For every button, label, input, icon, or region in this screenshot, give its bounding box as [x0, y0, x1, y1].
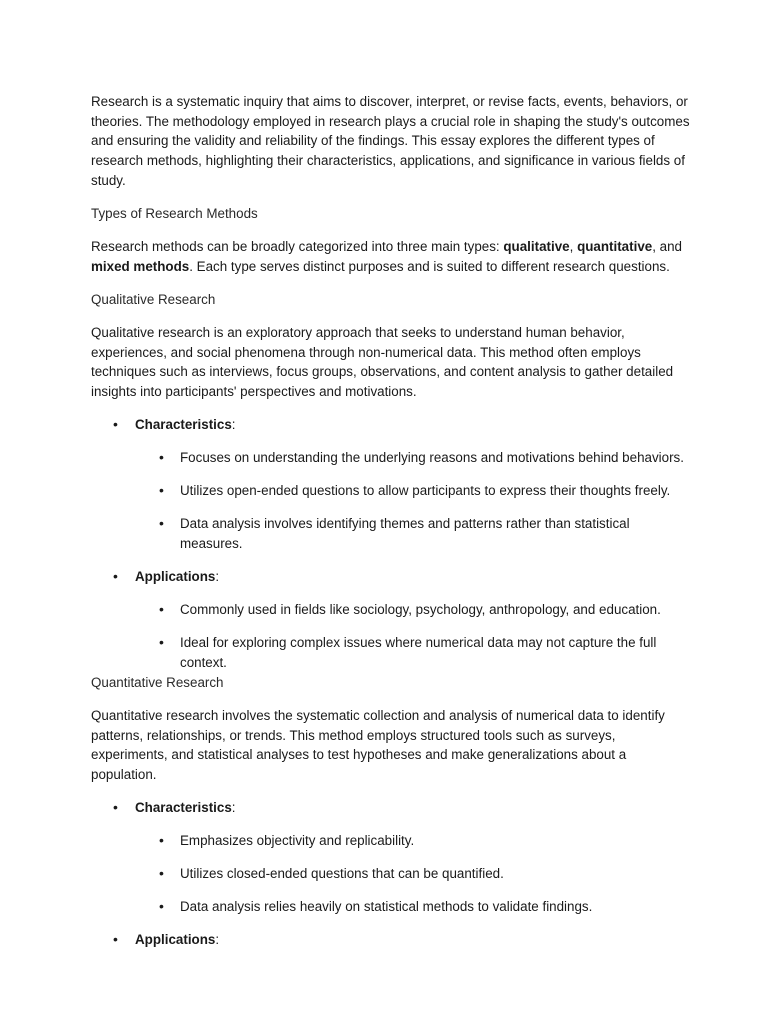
list-item: • Emphasizes objectivity and replicability.	[135, 831, 691, 851]
colon: :	[215, 932, 220, 948]
list-item	[91, 798, 691, 917]
list-item: • Data analysis relies heavily on statistical methods to validate findings.	[135, 897, 691, 917]
document-page	[91, 92, 691, 964]
qualitative-characteristics-list	[135, 448, 691, 554]
list-item	[91, 415, 691, 554]
list-item: • Ideal for exploring complex issues where numerical data may not capture the full context.	[135, 633, 691, 672]
types-text-after: . Each type serves distinct purposes and is suited to different research questions.	[189, 258, 670, 274]
list-item: • Utilizes closed-ended questions that can be quantified.	[135, 864, 691, 884]
qualitative-paragraph: Qualitative research is an exploratory approach that seeks to understand human behavior, experiences, and social phenomena through non-numerical data. This method often employs techniques such as interviews, focus groups, observations, and content analysis to gather detailed insights into participants' perspectives and motivations.	[91, 324, 674, 399]
colon: :	[215, 569, 220, 585]
quantitative-paragraph: Quantitative research involves the systematic collection and analysis of numerical data to identify patterns, relationships, or trends. This method employs structured tools such as surveys, experiments, and statistical analyses to test hypotheses and make generalizations about a population.	[91, 707, 665, 782]
colon: :	[231, 800, 236, 816]
qualitative-list	[91, 415, 691, 673]
intro-paragraph: Research is a systematic inquiry that aims to discover, interpret, or revise facts, events, behaviors, or theories. The methodology employed in research plays a crucial role in shaping the study's outcomes and ensuring the validity and reliability of the findings. This essay explores the different types of research methods, highlighting their characteristics, applications, and significance in various fields of study.	[91, 94, 690, 188]
applications-label: Applications	[135, 932, 216, 948]
qualitative-heading: Qualitative Research	[91, 291, 216, 307]
term-quantitative: quantitative	[577, 239, 653, 254]
colon: :	[231, 417, 236, 433]
types-sep-2: , and	[652, 239, 683, 254]
list-item	[91, 567, 691, 673]
list-item	[91, 930, 691, 950]
quantitative-list	[91, 798, 691, 950]
types-text-before: Research methods can be broadly categorized into three main types:	[91, 239, 504, 254]
list-item: • Utilizes open-ended questions to allow participants to express their thoughts freely.	[135, 481, 691, 501]
characteristics-label: Characteristics	[135, 417, 232, 433]
qualitative-applications-list	[135, 600, 691, 673]
characteristics-label: Characteristics	[135, 800, 232, 816]
quantitative-characteristics-list	[135, 831, 691, 917]
term-mixed-methods: mixed methods	[91, 258, 190, 274]
term-qualitative: qualitative	[503, 239, 570, 254]
quantitative-heading: Quantitative Research	[91, 674, 224, 690]
types-paragraph	[91, 237, 691, 276]
types-heading: Types of Research Methods	[91, 205, 258, 221]
applications-label: Applications	[135, 569, 216, 585]
list-item: • Focuses on understanding the underlying reasons and motivations behind behaviors.	[135, 448, 691, 468]
list-item: • Data analysis involves identifying themes and patterns rather than statistical measures.	[135, 514, 691, 553]
list-item: • Commonly used in fields like sociology, psychology, anthropology, and education.	[135, 600, 691, 620]
types-sep-1: ,	[569, 239, 578, 254]
